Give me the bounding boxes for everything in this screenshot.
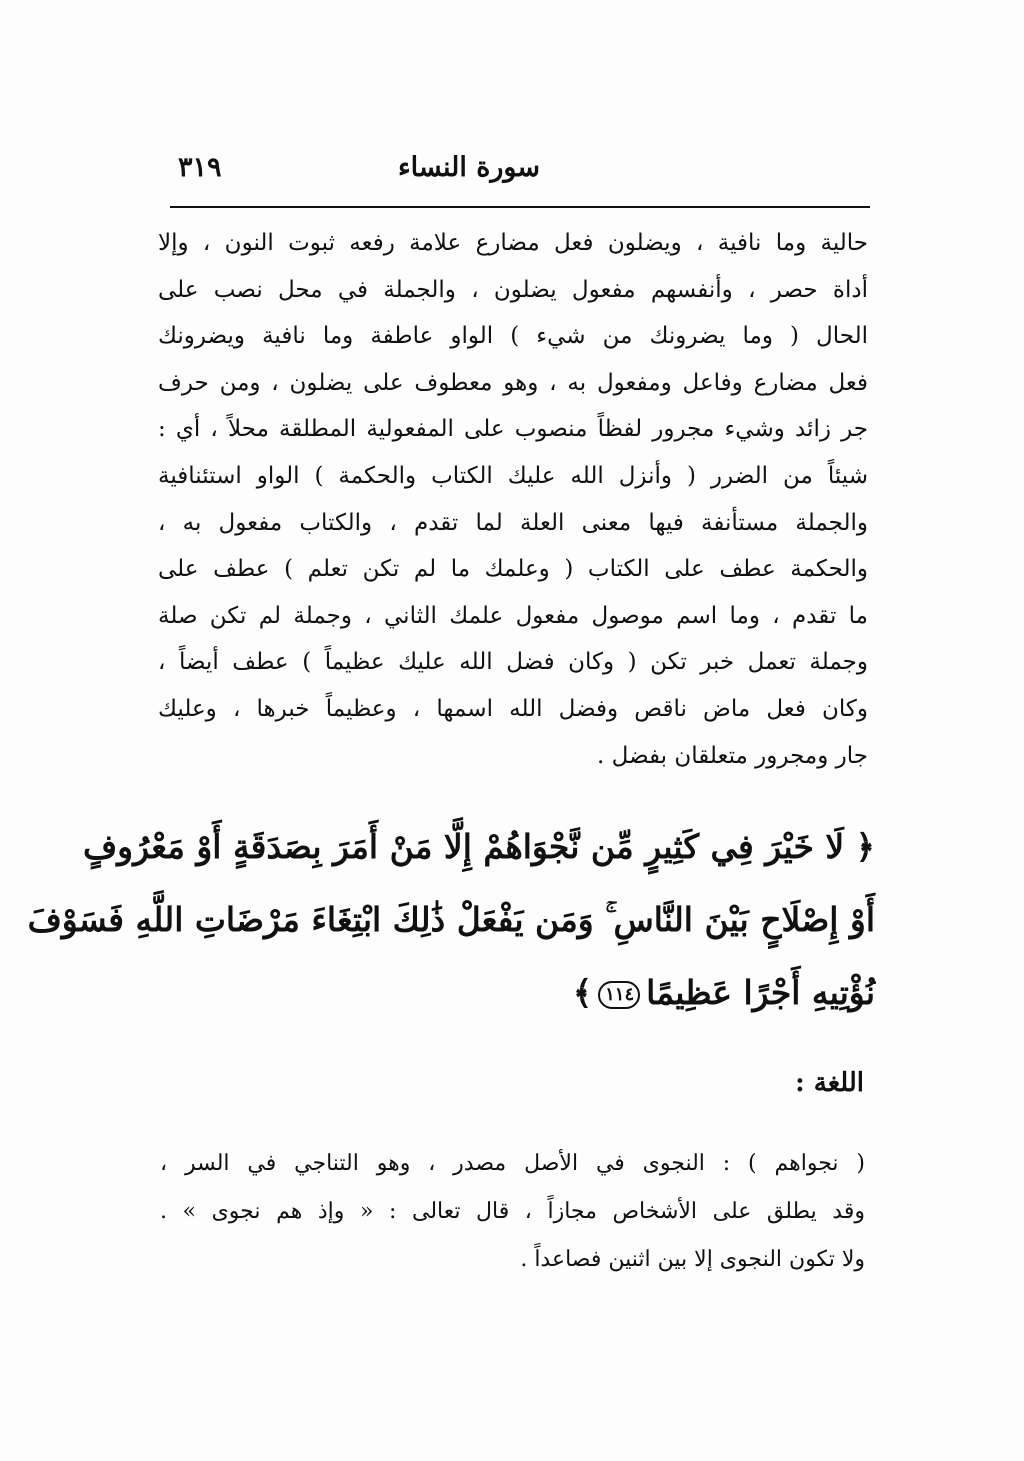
commentary-line: شيئاً من الضرر ( وأنزل الله عليك الكتاب والحكمة ) الواو استئنافية (158, 462, 868, 489)
section-heading: اللغة : (795, 1068, 864, 1098)
commentary-line: حالية وما نافية ، ويضلون فعل مضارع علامة رفعه ثبوت النون ، وإلا (158, 230, 868, 256)
commentary-line: وجملة تعمل خبر تكن ( وكان فضل الله عليك عظيماً ) عطف أيضاً ، (158, 649, 868, 676)
commentary-line: والحكمة عطف على الكتاب ( وعلمك ما لم تكن تعلم ) عطف على (158, 556, 868, 583)
commentary-line: فعل مضارع وفاعل ومفعول به ، وهو معطوف على يضلون ، ومن حرف (158, 369, 868, 396)
commentary-paragraph (158, 220, 868, 779)
commentary-line: ما تقدم ، وما اسم موصول مفعول علمك الثاني ، وجملة لم تكن صلة (158, 602, 868, 629)
verse-number-marker: ١١٤ (598, 981, 640, 1009)
commentary-line: وكان فعل ماض ناقص وفضل الله اسمها ، وعظيماً خبرها ، وعليك (158, 695, 868, 722)
commentary-line: أداة حصر ، وأنفسهم مفعول يضلون ، والجملة في محل نصب على (158, 276, 868, 303)
commentary-line: والجملة مستأنفة فيها معنى العلة لما تقدم ، والكتاب مفعول به ، (158, 509, 868, 536)
verse-line-text: نُؤْتِيهِ أَجْرًا عَظِيمًا (646, 973, 875, 1012)
commentary-line: جر زائد وشيء مجرور لفظاً منصوب على المفعولية المطلقة محلاً ، أي : (158, 416, 868, 443)
verse-line: أَوْ إِصْلَاحٍ بَيْنَ النَّاسِ ۚ وَمَن يَفْعَلْ ذَٰلِكَ ابْتِغَاءَ مَرْضَاتِ اللَّهِ فَسَوْفَ (27, 900, 875, 939)
verse-line-final (165, 956, 875, 1029)
header-divider (170, 206, 870, 208)
page-number: ٣١٩ (178, 152, 222, 183)
page-header (170, 150, 870, 190)
surah-title: سورة النساء (397, 152, 540, 183)
glossary-line: ( نجواهم ) : النجوى في الأصل مصدر ، وهو التناجي في السر ، (160, 1151, 865, 1176)
commentary-line: جار ومجرور متعلقان بفضل . (597, 742, 868, 769)
glossary-paragraph (160, 1140, 865, 1284)
verse-line: ﴿ لَا خَيْرَ فِي كَثِيرٍ مِّن نَّجْوَاهُمْ إِلَّا مَنْ أَمَرَ بِصَدَقَةٍ أَوْ مَعْرُوفٍ (82, 827, 875, 866)
quran-verse (27, 810, 875, 1029)
glossary-line: وقد يطلق على الأشخاص مجازاً ، قال تعالى : « وإذ هم نجوى » . (160, 1199, 865, 1224)
verse-closing-bracket: ﴾ (572, 973, 593, 1012)
commentary-line: الحال ( وما يضرونك من شيء ) الواو عاطفة وما نافية ويضرونك (158, 323, 868, 350)
glossary-line: ولا تكون النجوى إلا بين اثنين فصاعداً . (520, 1247, 865, 1272)
